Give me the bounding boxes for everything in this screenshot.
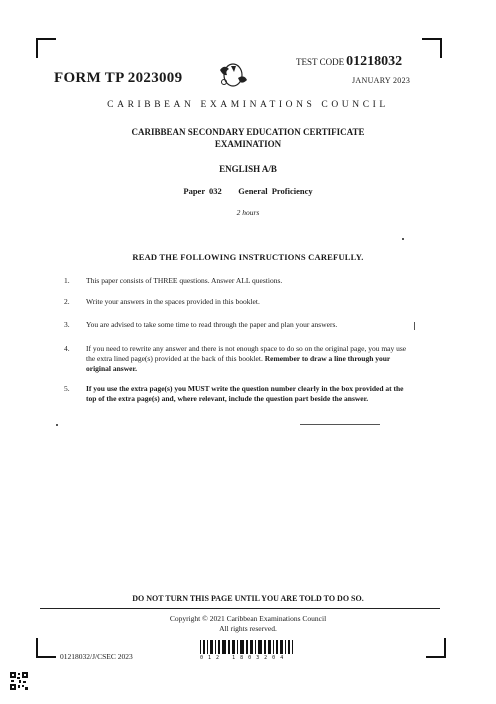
test-code	[296, 54, 402, 70]
scan-speck	[402, 238, 404, 240]
test-code-number: 01218032	[346, 54, 403, 69]
form-code: FORM TP 2023009	[54, 70, 183, 86]
duration: 2 hours	[236, 208, 260, 217]
paper-info: Paper 032 General Proficiency	[183, 186, 313, 196]
instruction-text: You are advised to take some time to read through the paper and plan your answers.	[86, 320, 338, 329]
copyright-line1: Copyright © 2021 Caribbean Examinations Council	[169, 614, 327, 623]
instruction-number: 4.	[64, 344, 70, 353]
cxc-logo-icon	[214, 60, 252, 90]
exam-date: JANUARY 2023	[352, 76, 411, 85]
barcode-digits: 0 1 2 1 8 0 3 2 0 4	[200, 655, 285, 661]
instructions-heading: READ THE FOLLOWING INSTRUCTIONS CAREFULLY.	[132, 252, 364, 262]
instruction-number: 5.	[64, 384, 70, 393]
instruction-text: This paper consists of THREE questions. Answer ALL questions.	[86, 276, 283, 285]
exam-title	[0, 126, 496, 150]
test-code-label: TEST CODE	[296, 57, 345, 67]
exam-title-line2: EXAMINATION	[214, 139, 282, 149]
exam-title-line1: CARIBBEAN SECONDARY EDUCATION CERTIFICATE	[131, 127, 365, 137]
scan-speck	[300, 424, 380, 425]
corner-mark-top-right	[422, 38, 442, 58]
instruction-text-regular: If you need to rewrite any answer and there is not enough space to do so on the original page, you may use the extra lined page(s) provided at the back of this booklet.	[86, 344, 407, 363]
instruction-text: Write your answers in the spaces provided in this booklet.	[86, 297, 260, 306]
corner-mark-bottom-right	[426, 638, 446, 658]
instruction-number: 2.	[64, 297, 70, 306]
divider	[40, 608, 440, 609]
instruction-text: If you use the extra page(s) you MUST write the question number clearly in the box provided at the top of the extra page(s) and, where relevant, include the question part beside the answer.	[86, 384, 404, 403]
copyright	[0, 614, 496, 634]
instruction-text	[86, 344, 412, 374]
copyright-line2: All rights reserved.	[219, 624, 277, 633]
turn-page-warning: DO NOT TURN THIS PAGE UNTIL YOU ARE TOLD TO DO SO.	[132, 594, 364, 603]
corner-mark-top-left	[36, 38, 56, 58]
subject-title: ENGLISH A/B	[219, 164, 277, 174]
paper-code: 01218032/J/CSEC 2023	[60, 652, 133, 661]
corner-mark-bottom-left	[36, 638, 56, 658]
council-name: CARIBBEAN EXAMINATIONS COUNCIL	[107, 100, 389, 110]
instruction-text-emphasis: Remember to draw a line through your original answer.	[86, 354, 391, 373]
scan-speck	[56, 424, 58, 426]
instruction-number: 1.	[64, 276, 70, 285]
qr-code-icon	[10, 672, 28, 690]
scan-speck	[414, 322, 415, 330]
instruction-number: 3.	[64, 320, 70, 329]
